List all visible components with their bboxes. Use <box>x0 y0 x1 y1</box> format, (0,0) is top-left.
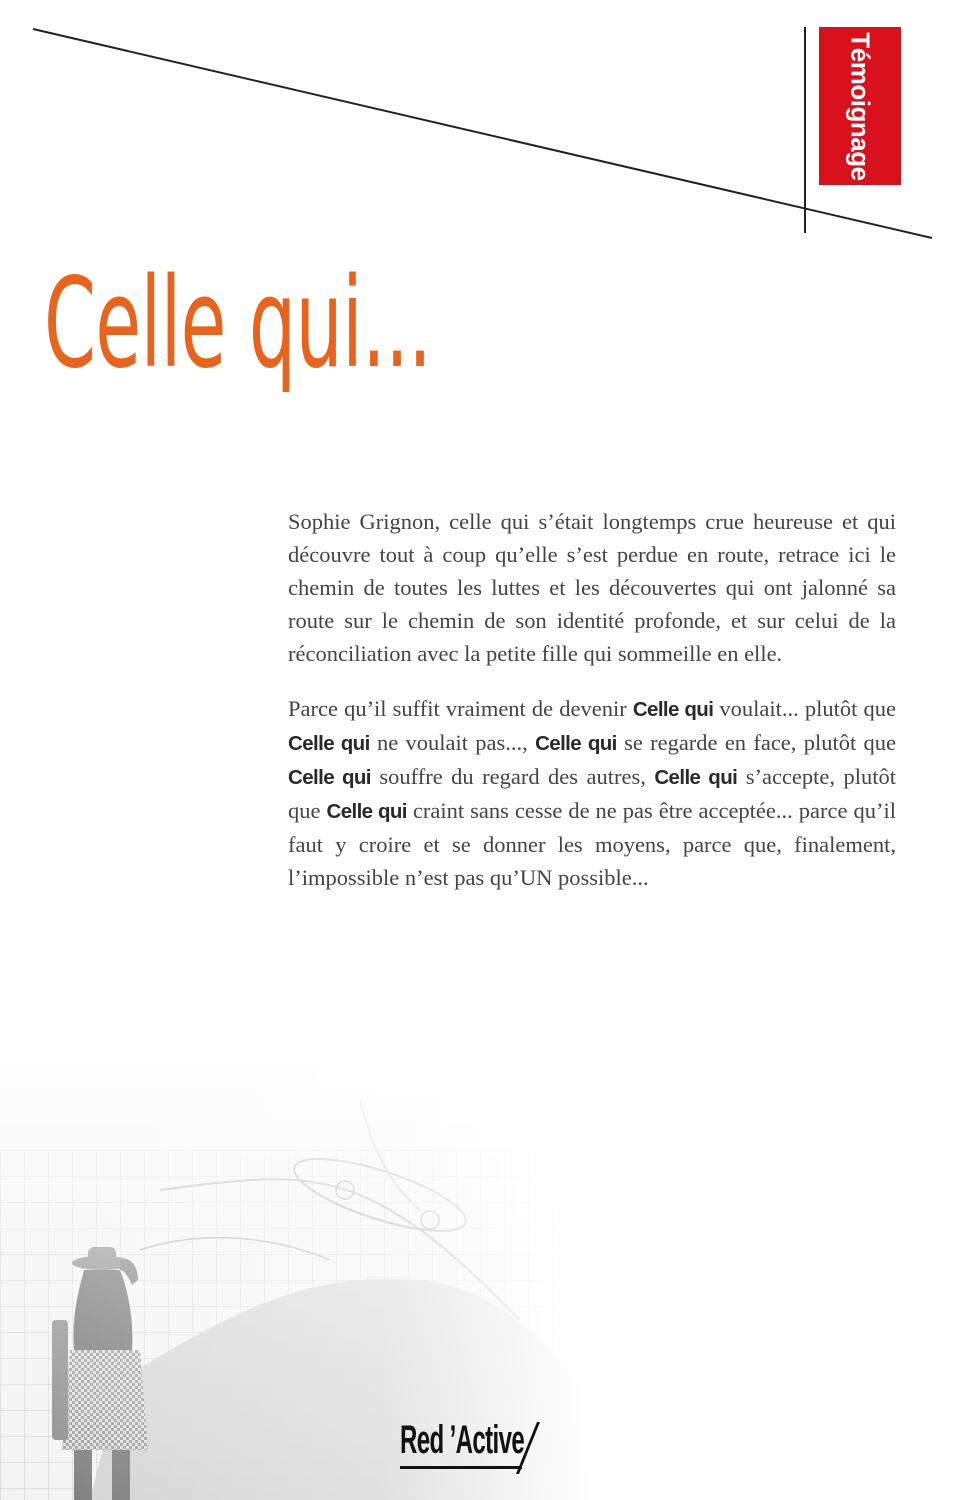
blurb-text: souffre du regard des autres, <box>370 764 655 789</box>
blurb-paragraph-1: Sophie Grignon, celle qui s’était longtemps crue heureuse et qui découvre tout à coup qu’elle s’est perdue en route, retrace ici le chemin de toutes les luttes et les découvertes qui ont jalonné sa route sur le chemin de son identité profonde, et sur celui de la réconciliation avec la petite fille qui sommeille en elle. <box>288 509 896 666</box>
diagonal-line <box>33 29 932 238</box>
emphasis-celle-qui: Celle qui <box>288 732 370 755</box>
publisher-logo: Red ’Active <box>400 1418 525 1462</box>
emphasis-celle-qui: Celle qui <box>535 732 617 755</box>
emphasis-celle-qui: Celle qui <box>288 766 371 789</box>
blurb-text: ne voulait pas..., <box>369 730 536 755</box>
blurb-paragraph-2 <box>288 692 896 894</box>
publisher-underline <box>400 1466 522 1469</box>
blurb <box>288 505 896 916</box>
genre-tag <box>819 27 901 185</box>
emphasis-celle-qui: Celle qui <box>326 800 407 823</box>
blurb-text: s’accepte, plutôt que <box>288 764 896 823</box>
blurb-text: se regarde en face, plutôt que <box>616 730 896 755</box>
genre-label: Témoignage <box>845 31 876 181</box>
blurb-text: craint sans cesse de ne pas être acceptée... parce qu’il faut y croire et se donner les moyens, parce que, finalement, l’impossible n’est pas qu’UN possible... <box>288 798 896 890</box>
decorative-lines <box>0 0 953 260</box>
blurb-text: Parce qu’il suffit vraiment de devenir <box>288 696 633 721</box>
blurb-text: voulait... plutôt que <box>713 696 896 721</box>
emphasis-celle-qui: Celle qui <box>632 698 714 721</box>
emphasis-celle-qui: Celle qui <box>654 766 738 789</box>
book-title: Celle qui... <box>44 252 432 396</box>
